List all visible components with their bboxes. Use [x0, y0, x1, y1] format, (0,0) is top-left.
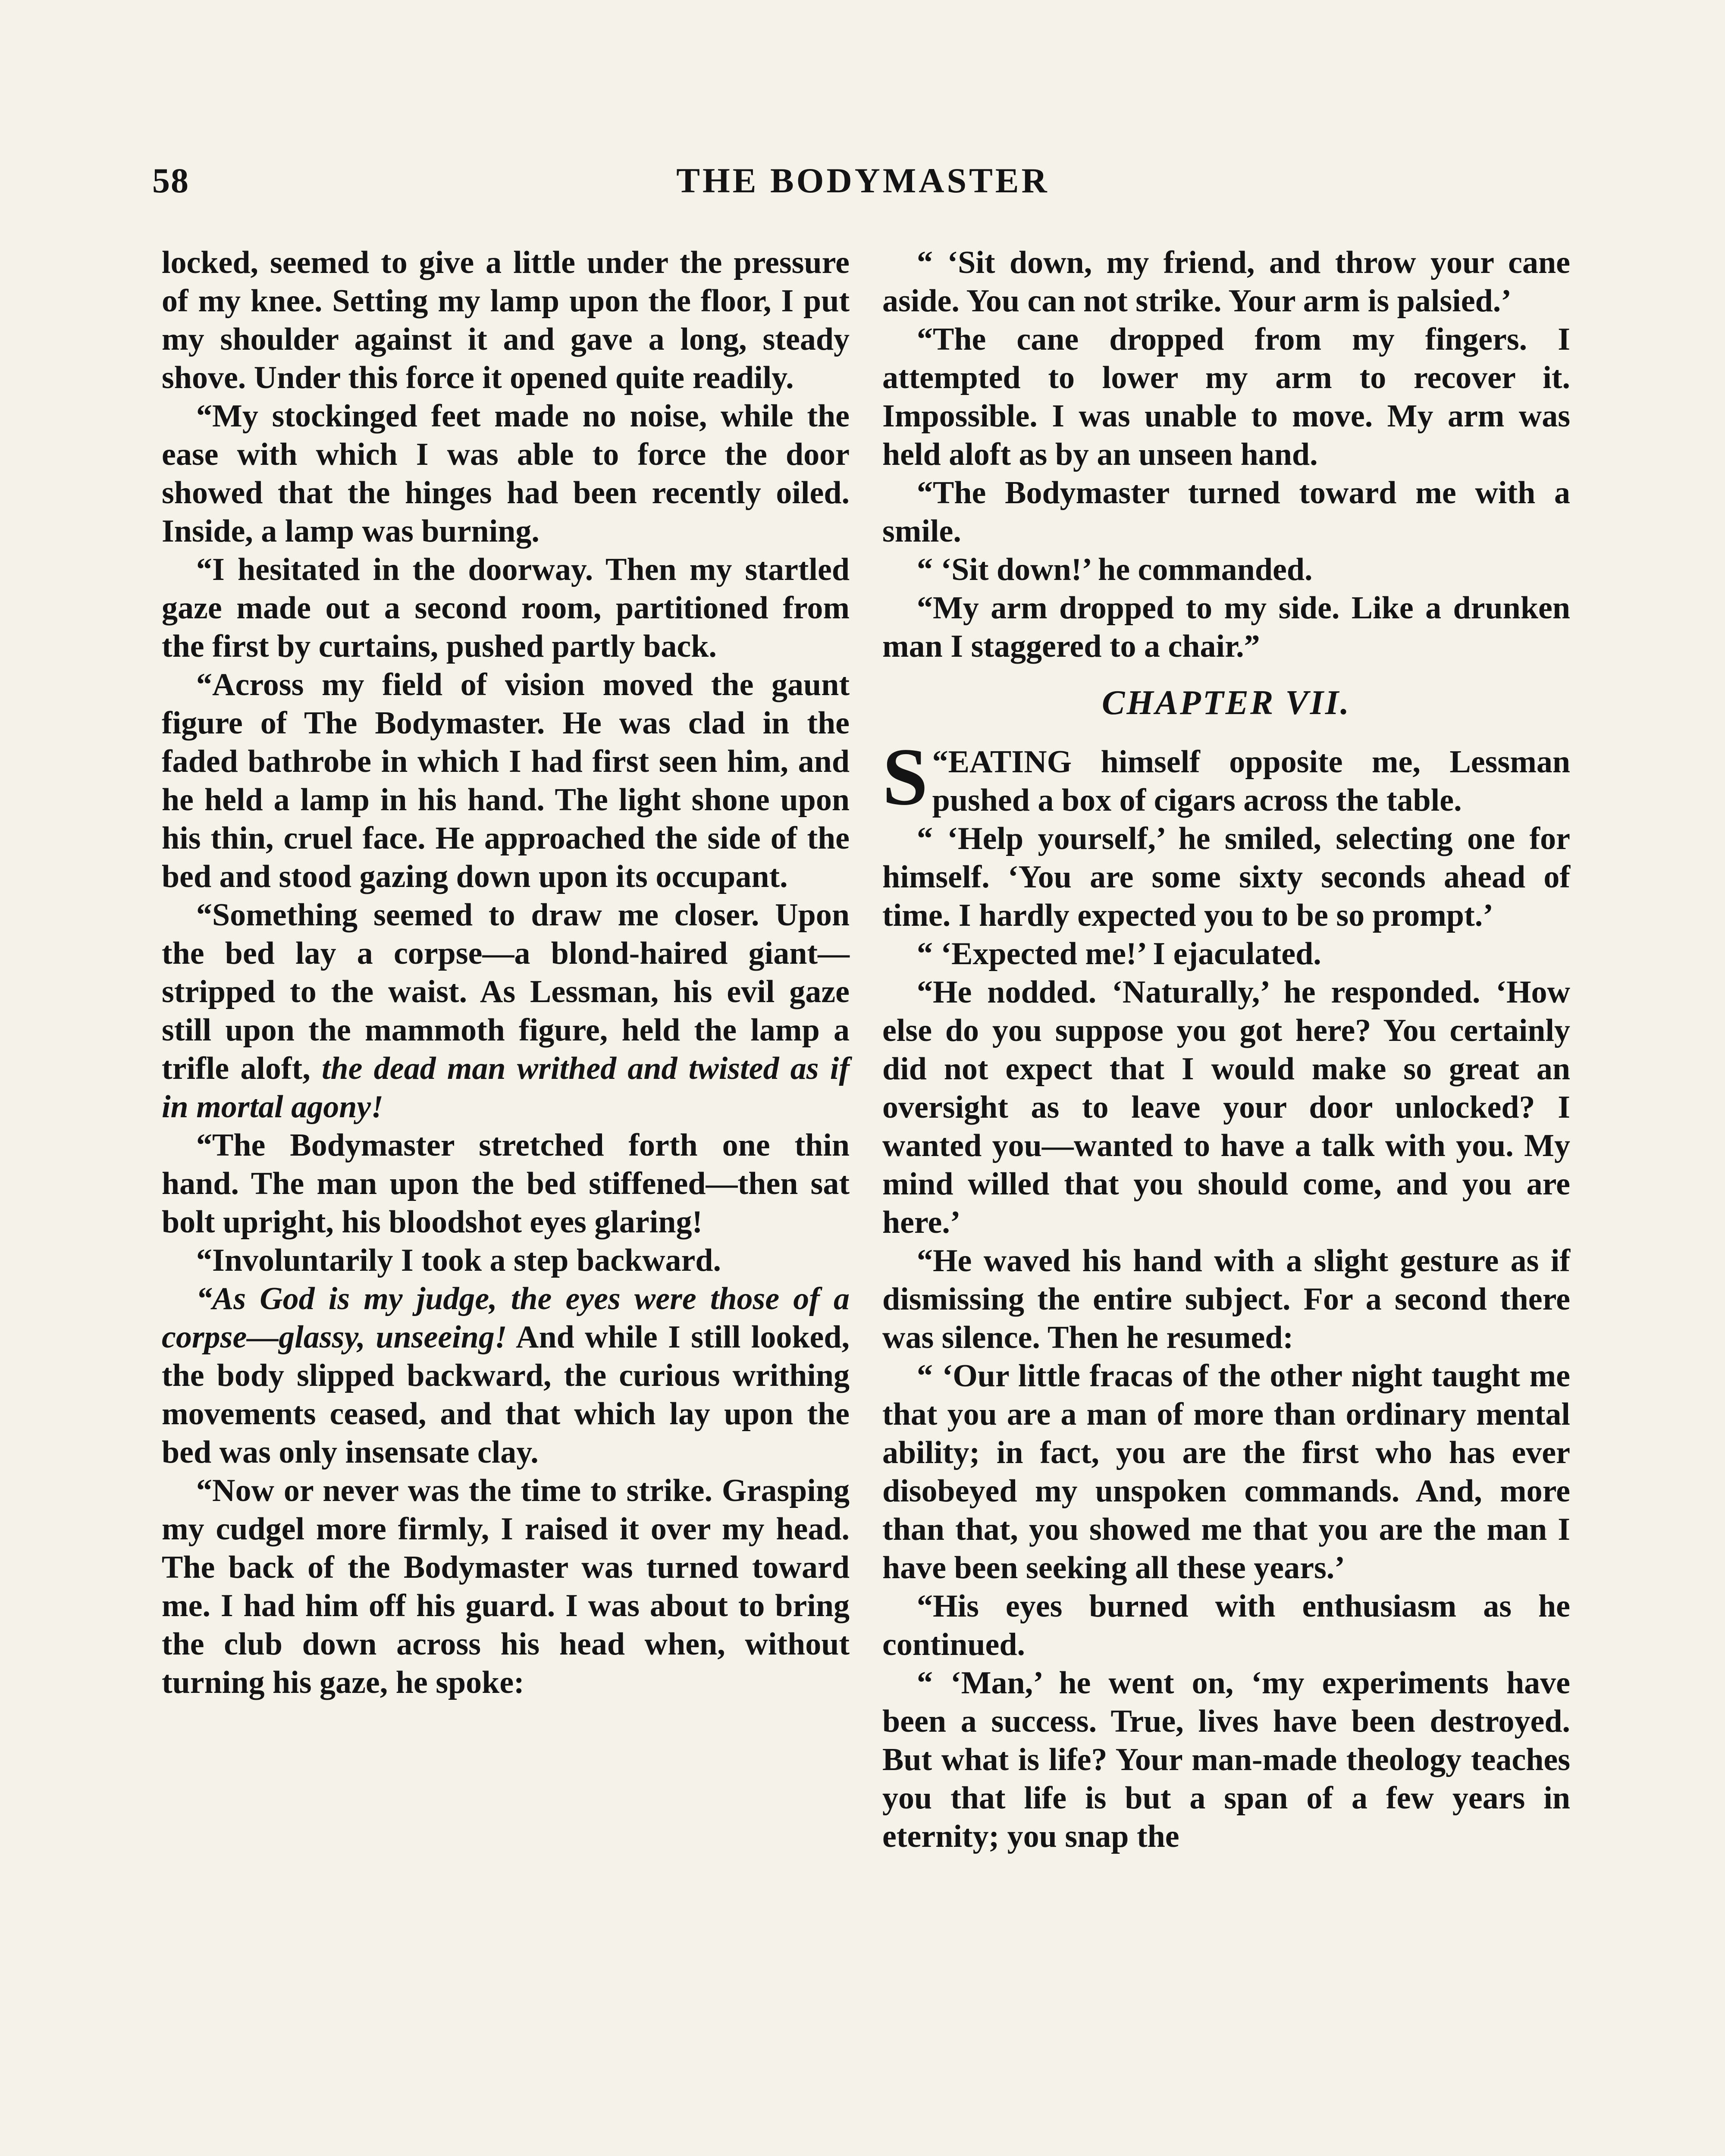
- paragraph: “Involuntarily I took a step backward.: [196, 1243, 721, 1278]
- paragraph: “My arm dropped to my side. Like a drunken man I staggered to a chair.”: [882, 590, 1570, 664]
- chapter-opening-paragraph: [882, 732, 1570, 822]
- paragraph-text: And while I still looked, the body slipped backward, the curious writhing movements ceased, and that which lay upon the bed was only insensate clay.: [162, 1319, 850, 1470]
- paragraph-text: EATING himself opposite me, Lessman pushed a box of cigars across the table.: [932, 744, 1570, 818]
- paragraph: “ ‘Man,’ he went on, ‘my experiments have been a success. True, lives have been destroyed. But what is life? Your man-made theology teaches you that life is but a span of a few years in eternity; you snap the: [882, 1665, 1570, 1854]
- page-header: [152, 160, 1574, 212]
- left-column: [162, 244, 850, 1702]
- paragraph: locked, seemed to give a little under the pressure of my knee. Setting my lamp upon the floor, I put my shoulder against it and gave a long, steady shove. Under this force it opened quite readily.: [162, 245, 850, 395]
- paragraph: “He nodded. ‘Naturally,’ he responded. ‘How else do you suppose you got here? You certainly did not expect that I would make so great an oversight as to leave your door unlocked? I wanted you—wanted to have a talk with you. My mind willed that you should come, and you are here.’: [882, 975, 1570, 1240]
- paragraph: “Across my field of vision moved the gaunt figure of The Bodymaster. He was clad in the faded bathrobe in which I had first seen him, and he held a lamp in his hand. The light shone upon his thin, cruel face. He approached the side of the bed and stood gazing down upon its occupant.: [162, 667, 850, 894]
- paragraph: “The Bodymaster stretched forth one thin hand. The man upon the bed stiffened—then sat bolt upright, his bloodshot eyes glaring!: [162, 1128, 850, 1240]
- paragraph: “His eyes burned with enthusiasm as he continued.: [882, 1589, 1570, 1662]
- paragraph: “My stockinged feet made no noise, while the ease with which I was able to force the door showed that the hinges had been recently oiled. Inside, a lamp was burning.: [162, 398, 850, 549]
- italic-text: the dead man writhed and twisted as if in mortal agony!: [162, 1051, 850, 1125]
- running-title: THE BODYMASTER: [676, 161, 1050, 200]
- paragraph: “The cane dropped from my fingers. I attempted to lower my arm to recover it. Impossible. I was unable to move. My arm was held aloft as by an unseen hand.: [882, 322, 1570, 472]
- opening-quote: “: [932, 744, 948, 780]
- paragraph: [162, 1280, 850, 1472]
- right-column: [882, 244, 1570, 1856]
- paragraph: “Now or never was the time to strike. Grasping my cudgel more firmly, I raised it over my head. The back of the Bodymaster was turned toward me. I had him off his guard. I was about to bring the club down across his head when, without turning his gaze, he spoke:: [162, 1473, 850, 1700]
- drop-cap: S: [882, 732, 928, 822]
- paragraph: “He waved his hand with a slight gesture as if dismissing the entire subject. For a second there was silence. Then he resumed:: [882, 1243, 1570, 1355]
- paragraph-text: “Something seemed to draw me closer. Upon the bed lay a corpse—a blond-haired giant—stripped to the waist. As Lessman, his evil gaze still upon the mammoth figure, held the lamp a trifle aloft,: [162, 897, 850, 1086]
- paragraph: “ ‘Expected me!’ I ejaculated.: [917, 936, 1321, 971]
- chapter-heading: CHAPTER VII.: [1101, 684, 1351, 722]
- page-number: 58: [152, 161, 189, 200]
- paragraph: “ ‘Sit down, my friend, and throw your cane aside. You can not strike. Your arm is palsied.’: [882, 245, 1570, 319]
- paragraph: “I hesitated in the doorway. Then my startled gaze made out a second room, partitioned from the first by curtains, pushed partly back.: [162, 552, 850, 664]
- paragraph: “ ‘Our little fracas of the other night taught me that you are a man of more than ordinary mental ability; in fact, you are the first who has ever disobeyed my unspoken commands. And, more than that, you showed me that you are the man I have been seeking all these years.’: [882, 1358, 1570, 1586]
- paragraph: “ ‘Sit down!’ he commanded.: [917, 552, 1313, 587]
- italic-text: “As God is my judge, the eyes were those of a corpse—glassy, unseeing!: [162, 1281, 850, 1355]
- paragraph: “ ‘Help yourself,’ he smiled, selecting one for himself. ‘You are some sixty seconds ahead of time. I hardly expected you to be so prompt.’: [882, 821, 1570, 933]
- paragraph: “The Bodymaster turned toward me with a smile.: [882, 475, 1570, 549]
- paragraph: [162, 896, 850, 1126]
